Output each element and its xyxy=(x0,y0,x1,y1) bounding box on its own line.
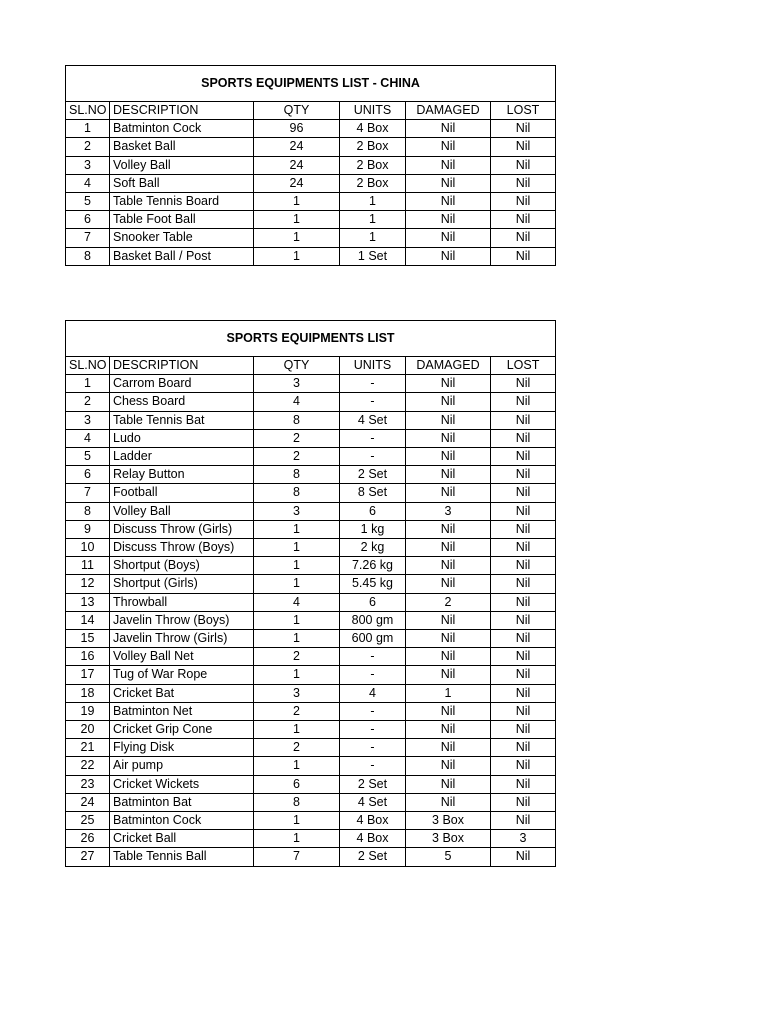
description-cell: Batminton Cock xyxy=(110,120,254,138)
damaged-cell: Nil xyxy=(406,575,491,593)
table-row xyxy=(66,411,556,429)
damaged-cell: Nil xyxy=(406,775,491,793)
units-cell: 2 Box xyxy=(340,156,406,174)
sl-no-cell: 25 xyxy=(66,812,110,830)
lost-cell: Nil xyxy=(491,721,556,739)
units-cell: 4 Box xyxy=(340,120,406,138)
description-cell: Cricket Wickets xyxy=(110,775,254,793)
qty-cell: 1 xyxy=(254,721,340,739)
table-row xyxy=(66,848,556,866)
units-cell: 1 xyxy=(340,211,406,229)
units-cell: - xyxy=(340,666,406,684)
damaged-cell: Nil xyxy=(406,630,491,648)
qty-cell: 2 xyxy=(254,648,340,666)
description-cell: Throwball xyxy=(110,593,254,611)
sl-no-cell: 6 xyxy=(66,466,110,484)
damaged-cell: Nil xyxy=(406,666,491,684)
description-cell: Carrom Board xyxy=(110,375,254,393)
table-row xyxy=(66,721,556,739)
units-cell: 7.26 kg xyxy=(340,557,406,575)
damaged-cell: 3 xyxy=(406,502,491,520)
qty-cell: 1 xyxy=(254,630,340,648)
table-row xyxy=(66,557,556,575)
qty-cell: 6 xyxy=(254,775,340,793)
units-cell: 2 kg xyxy=(340,539,406,557)
sl-no-cell: 5 xyxy=(66,448,110,466)
damaged-cell: Nil xyxy=(406,484,491,502)
units-cell: 2 Set xyxy=(340,466,406,484)
units-cell: 1 xyxy=(340,229,406,247)
qty-cell: 8 xyxy=(254,793,340,811)
description-cell: Tug of War Rope xyxy=(110,666,254,684)
sl-no-cell: 5 xyxy=(66,193,110,211)
table-row xyxy=(66,448,556,466)
units-cell: 1 kg xyxy=(340,520,406,538)
table-row xyxy=(66,666,556,684)
sl-no-cell: 6 xyxy=(66,211,110,229)
table-row xyxy=(66,702,556,720)
header-lost: LOST xyxy=(491,102,556,120)
qty-cell: 1 xyxy=(254,830,340,848)
qty-cell: 1 xyxy=(254,193,340,211)
sl-no-cell: 18 xyxy=(66,684,110,702)
units-cell: 2 Box xyxy=(340,138,406,156)
damaged-cell: Nil xyxy=(406,702,491,720)
qty-cell: 2 xyxy=(254,448,340,466)
header-description: DESCRIPTION xyxy=(110,102,254,120)
header-sl-no: SL.NO xyxy=(66,357,110,375)
lost-cell: Nil xyxy=(491,593,556,611)
description-cell: Shortput (Boys) xyxy=(110,557,254,575)
description-cell: Football xyxy=(110,484,254,502)
damaged-cell: Nil xyxy=(406,247,491,265)
table-row xyxy=(66,630,556,648)
table-header-row xyxy=(66,102,556,120)
damaged-cell: Nil xyxy=(406,211,491,229)
lost-cell: Nil xyxy=(491,520,556,538)
table-row xyxy=(66,120,556,138)
units-cell: 4 Set xyxy=(340,793,406,811)
sl-no-cell: 24 xyxy=(66,793,110,811)
description-cell: Table Foot Ball xyxy=(110,211,254,229)
damaged-cell: Nil xyxy=(406,793,491,811)
sl-no-cell: 8 xyxy=(66,502,110,520)
damaged-cell: Nil xyxy=(406,411,491,429)
sports-equipment-china-table xyxy=(65,65,556,266)
description-cell: Discuss Throw (Girls) xyxy=(110,520,254,538)
qty-cell: 24 xyxy=(254,156,340,174)
units-cell: - xyxy=(340,375,406,393)
qty-cell: 24 xyxy=(254,138,340,156)
qty-cell: 1 xyxy=(254,539,340,557)
lost-cell: Nil xyxy=(491,666,556,684)
qty-cell: 1 xyxy=(254,557,340,575)
sl-no-cell: 21 xyxy=(66,739,110,757)
units-cell: 5.45 kg xyxy=(340,575,406,593)
damaged-cell: Nil xyxy=(406,739,491,757)
description-cell: Javelin Throw (Girls) xyxy=(110,630,254,648)
units-cell: - xyxy=(340,448,406,466)
sl-no-cell: 7 xyxy=(66,484,110,502)
table-row xyxy=(66,138,556,156)
lost-cell: Nil xyxy=(491,247,556,265)
qty-cell: 2 xyxy=(254,429,340,447)
damaged-cell: 3 Box xyxy=(406,830,491,848)
table-row xyxy=(66,229,556,247)
table-row xyxy=(66,466,556,484)
sl-no-cell: 26 xyxy=(66,830,110,848)
damaged-cell: Nil xyxy=(406,448,491,466)
qty-cell: 8 xyxy=(254,411,340,429)
header-units: UNITS xyxy=(340,357,406,375)
table-row xyxy=(66,775,556,793)
sl-no-cell: 9 xyxy=(66,520,110,538)
qty-cell: 1 xyxy=(254,520,340,538)
lost-cell: Nil xyxy=(491,702,556,720)
table-row xyxy=(66,520,556,538)
lost-cell: Nil xyxy=(491,156,556,174)
description-cell: Table Tennis Board xyxy=(110,193,254,211)
description-cell: Volley Ball xyxy=(110,502,254,520)
description-cell: Batminton Bat xyxy=(110,793,254,811)
damaged-cell: Nil xyxy=(406,174,491,192)
sl-no-cell: 23 xyxy=(66,775,110,793)
lost-cell: Nil xyxy=(491,411,556,429)
damaged-cell: Nil xyxy=(406,229,491,247)
sl-no-cell: 2 xyxy=(66,393,110,411)
qty-cell: 96 xyxy=(254,120,340,138)
table-row xyxy=(66,684,556,702)
units-cell: - xyxy=(340,393,406,411)
table-row xyxy=(66,793,556,811)
table-title: SPORTS EQUIPMENTS LIST - CHINA xyxy=(66,66,556,102)
sl-no-cell: 4 xyxy=(66,429,110,447)
damaged-cell: Nil xyxy=(406,466,491,484)
lost-cell: Nil xyxy=(491,193,556,211)
qty-cell: 8 xyxy=(254,466,340,484)
lost-cell: Nil xyxy=(491,812,556,830)
description-cell: Chess Board xyxy=(110,393,254,411)
description-cell: Relay Button xyxy=(110,466,254,484)
description-cell: Ladder xyxy=(110,448,254,466)
sl-no-cell: 15 xyxy=(66,630,110,648)
description-cell: Air pump xyxy=(110,757,254,775)
damaged-cell: Nil xyxy=(406,120,491,138)
damaged-cell: Nil xyxy=(406,193,491,211)
damaged-cell: Nil xyxy=(406,757,491,775)
damaged-cell: Nil xyxy=(406,138,491,156)
qty-cell: 1 xyxy=(254,229,340,247)
table-row xyxy=(66,429,556,447)
lost-cell: Nil xyxy=(491,848,556,866)
table-row xyxy=(66,575,556,593)
sl-no-cell: 22 xyxy=(66,757,110,775)
damaged-cell: Nil xyxy=(406,375,491,393)
lost-cell: Nil xyxy=(491,611,556,629)
sl-no-cell: 12 xyxy=(66,575,110,593)
qty-cell: 4 xyxy=(254,593,340,611)
qty-cell: 7 xyxy=(254,848,340,866)
qty-cell: 1 xyxy=(254,666,340,684)
description-cell: Ludo xyxy=(110,429,254,447)
damaged-cell: 5 xyxy=(406,848,491,866)
lost-cell: Nil xyxy=(491,448,556,466)
qty-cell: 24 xyxy=(254,174,340,192)
description-cell: Javelin Throw (Boys) xyxy=(110,611,254,629)
qty-cell: 1 xyxy=(254,575,340,593)
sports-equipment-table xyxy=(65,320,556,867)
units-cell: 6 xyxy=(340,502,406,520)
table-row xyxy=(66,502,556,520)
header-units: UNITS xyxy=(340,102,406,120)
sl-no-cell: 27 xyxy=(66,848,110,866)
lost-cell: Nil xyxy=(491,793,556,811)
units-cell: 8 Set xyxy=(340,484,406,502)
lost-cell: Nil xyxy=(491,630,556,648)
lost-cell: Nil xyxy=(491,539,556,557)
sl-no-cell: 3 xyxy=(66,156,110,174)
description-cell: Volley Ball Net xyxy=(110,648,254,666)
table-row xyxy=(66,193,556,211)
qty-cell: 3 xyxy=(254,375,340,393)
units-cell: - xyxy=(340,739,406,757)
damaged-cell: 2 xyxy=(406,593,491,611)
header-qty: QTY xyxy=(254,357,340,375)
lost-cell: Nil xyxy=(491,648,556,666)
table-title-row xyxy=(66,321,556,357)
table-row xyxy=(66,830,556,848)
lost-cell: Nil xyxy=(491,375,556,393)
lost-cell: Nil xyxy=(491,575,556,593)
sl-no-cell: 1 xyxy=(66,120,110,138)
description-cell: Cricket Bat xyxy=(110,684,254,702)
units-cell: 800 gm xyxy=(340,611,406,629)
lost-cell: Nil xyxy=(491,229,556,247)
description-cell: Flying Disk xyxy=(110,739,254,757)
qty-cell: 1 xyxy=(254,757,340,775)
damaged-cell: Nil xyxy=(406,539,491,557)
sl-no-cell: 3 xyxy=(66,411,110,429)
table-row xyxy=(66,539,556,557)
sl-no-cell: 14 xyxy=(66,611,110,629)
table-row xyxy=(66,484,556,502)
table-row xyxy=(66,593,556,611)
description-cell: Snooker Table xyxy=(110,229,254,247)
damaged-cell: Nil xyxy=(406,156,491,174)
description-cell: Batminton Cock xyxy=(110,812,254,830)
damaged-cell: Nil xyxy=(406,611,491,629)
qty-cell: 3 xyxy=(254,684,340,702)
sl-no-cell: 10 xyxy=(66,539,110,557)
description-cell: Volley Ball xyxy=(110,156,254,174)
damaged-cell: Nil xyxy=(406,520,491,538)
units-cell: 6 xyxy=(340,593,406,611)
header-damaged: DAMAGED xyxy=(406,102,491,120)
units-cell: 4 Box xyxy=(340,830,406,848)
sl-no-cell: 17 xyxy=(66,666,110,684)
description-cell: Table Tennis Bat xyxy=(110,411,254,429)
description-cell: Cricket Grip Cone xyxy=(110,721,254,739)
units-cell: 600 gm xyxy=(340,630,406,648)
units-cell: 2 Box xyxy=(340,174,406,192)
sl-no-cell: 8 xyxy=(66,247,110,265)
lost-cell: Nil xyxy=(491,138,556,156)
sl-no-cell: 4 xyxy=(66,174,110,192)
description-cell: Table Tennis Ball xyxy=(110,848,254,866)
table-row xyxy=(66,174,556,192)
table-row xyxy=(66,211,556,229)
qty-cell: 1 xyxy=(254,611,340,629)
damaged-cell: Nil xyxy=(406,648,491,666)
table-row xyxy=(66,611,556,629)
table-row xyxy=(66,757,556,775)
damaged-cell: Nil xyxy=(406,429,491,447)
description-cell: Basket Ball / Post xyxy=(110,247,254,265)
lost-cell: Nil xyxy=(491,393,556,411)
description-cell: Soft Ball xyxy=(110,174,254,192)
sl-no-cell: 13 xyxy=(66,593,110,611)
table-row xyxy=(66,393,556,411)
table-row xyxy=(66,812,556,830)
table-title-row xyxy=(66,66,556,102)
lost-cell: Nil xyxy=(491,211,556,229)
lost-cell: Nil xyxy=(491,466,556,484)
units-cell: 4 xyxy=(340,684,406,702)
table-row xyxy=(66,648,556,666)
units-cell: 1 xyxy=(340,193,406,211)
qty-cell: 2 xyxy=(254,702,340,720)
units-cell: 2 Set xyxy=(340,775,406,793)
header-lost: LOST xyxy=(491,357,556,375)
units-cell: 4 Set xyxy=(340,411,406,429)
damaged-cell: Nil xyxy=(406,393,491,411)
qty-cell: 8 xyxy=(254,484,340,502)
header-damaged: DAMAGED xyxy=(406,357,491,375)
lost-cell: Nil xyxy=(491,429,556,447)
damaged-cell: Nil xyxy=(406,721,491,739)
sl-no-cell: 16 xyxy=(66,648,110,666)
units-cell: - xyxy=(340,429,406,447)
qty-cell: 1 xyxy=(254,812,340,830)
sl-no-cell: 1 xyxy=(66,375,110,393)
sl-no-cell: 20 xyxy=(66,721,110,739)
lost-cell: Nil xyxy=(491,484,556,502)
damaged-cell: Nil xyxy=(406,557,491,575)
units-cell: - xyxy=(340,757,406,775)
description-cell: Cricket Ball xyxy=(110,830,254,848)
damaged-cell: 1 xyxy=(406,684,491,702)
units-cell: 2 Set xyxy=(340,848,406,866)
units-cell: 4 Box xyxy=(340,812,406,830)
description-cell: Batminton Net xyxy=(110,702,254,720)
table-row xyxy=(66,156,556,174)
lost-cell: Nil xyxy=(491,684,556,702)
table-row xyxy=(66,739,556,757)
lost-cell: Nil xyxy=(491,757,556,775)
lost-cell: Nil xyxy=(491,174,556,192)
damaged-cell: 3 Box xyxy=(406,812,491,830)
sl-no-cell: 7 xyxy=(66,229,110,247)
units-cell: - xyxy=(340,702,406,720)
lost-cell: Nil xyxy=(491,120,556,138)
units-cell: - xyxy=(340,721,406,739)
header-sl-no: SL.NO xyxy=(66,102,110,120)
lost-cell: Nil xyxy=(491,502,556,520)
table-header-row xyxy=(66,357,556,375)
header-qty: QTY xyxy=(254,102,340,120)
lost-cell: Nil xyxy=(491,775,556,793)
qty-cell: 1 xyxy=(254,211,340,229)
table-row xyxy=(66,375,556,393)
qty-cell: 2 xyxy=(254,739,340,757)
sl-no-cell: 2 xyxy=(66,138,110,156)
qty-cell: 4 xyxy=(254,393,340,411)
header-description: DESCRIPTION xyxy=(110,357,254,375)
lost-cell: 3 xyxy=(491,830,556,848)
sl-no-cell: 19 xyxy=(66,702,110,720)
units-cell: 1 Set xyxy=(340,247,406,265)
qty-cell: 3 xyxy=(254,502,340,520)
description-cell: Basket Ball xyxy=(110,138,254,156)
sl-no-cell: 11 xyxy=(66,557,110,575)
units-cell: - xyxy=(340,648,406,666)
description-cell: Discuss Throw (Boys) xyxy=(110,539,254,557)
lost-cell: Nil xyxy=(491,557,556,575)
table-title: SPORTS EQUIPMENTS LIST xyxy=(66,321,556,357)
qty-cell: 1 xyxy=(254,247,340,265)
description-cell: Shortput (Girls) xyxy=(110,575,254,593)
lost-cell: Nil xyxy=(491,739,556,757)
table-row xyxy=(66,247,556,265)
